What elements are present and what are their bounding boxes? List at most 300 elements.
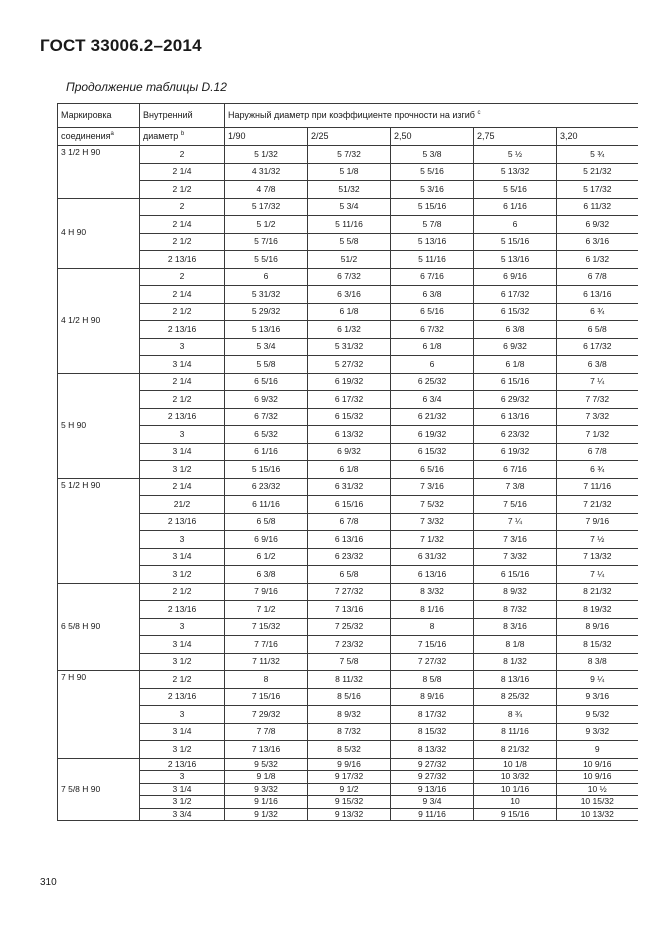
inner-diameter-cell: 2 13/16 [140,251,225,269]
outer-diameter-cell: 9 27/32 [391,771,474,784]
outer-diameter-cell: 5 15/16 [391,198,474,216]
outer-diameter-cell: 6 9/32 [308,443,391,461]
outer-diameter-cell: 5 11/16 [391,251,474,269]
outer-diameter-cell: 6 3/4 [391,391,474,409]
table-row [58,548,638,566]
outer-diameter-cell: 8 21/32 [557,583,638,601]
joint-marking-cell: 7 5/8 H 90 [58,758,140,821]
outer-diameter-cell: 6 3/8 [225,566,308,584]
outer-diameter-cell: 7 5/32 [391,496,474,514]
inner-diameter-cell: 2 1/4 [140,286,225,304]
outer-diameter-cell: 6 ¾ [557,303,638,321]
outer-diameter-cell: 6 31/32 [308,478,391,496]
table-row [58,723,638,741]
outer-diameter-cell: 5 21/32 [557,163,638,181]
table-row [58,796,638,809]
outer-diameter-cell: 6 23/32 [474,426,557,444]
outer-diameter-cell: 9 [557,741,638,759]
outer-diameter-cell: 9 1/32 [225,808,308,821]
joint-marking-cell: 6 5/8 H 90 [58,583,140,671]
outer-diameter-cell: 7 13/16 [308,601,391,619]
inner-diameter-cell: 3 1/4 [140,443,225,461]
table-row [58,286,638,304]
outer-diameter-cell: 9 5/32 [225,758,308,771]
outer-diameter-cell: 6 25/32 [391,373,474,391]
outer-diameter-cell: 6 15/16 [474,566,557,584]
outer-diameter-cell: 9 3/4 [391,796,474,809]
inner-diameter-cell: 2 13/16 [140,688,225,706]
outer-diameter-cell: 6 7/8 [557,443,638,461]
outer-diameter-cell: 6 31/32 [391,548,474,566]
table-row [58,181,638,199]
outer-diameter-cell: 8 7/32 [308,723,391,741]
joint-marking-cell: 4 1/2 H 90 [58,268,140,373]
inner-diameter-cell: 3 [140,771,225,784]
outer-diameter-cell: 6 23/32 [225,478,308,496]
header-joint-marking-note: а [110,131,114,138]
outer-diameter-cell: 8 11/32 [308,671,391,689]
inner-diameter-cell: 2 1/4 [140,163,225,181]
outer-diameter-cell: 7 ¼ [557,566,638,584]
joint-marking-cell: 5 1/2 H 90 [58,478,140,583]
outer-diameter-cell: 6 21/32 [391,408,474,426]
outer-diameter-cell: 6 11/32 [557,198,638,216]
table-row [58,268,638,286]
outer-diameter-cell: 6 [391,356,474,374]
outer-diameter-cell: 6 17/32 [557,338,638,356]
outer-diameter-cell: 6 15/16 [474,373,557,391]
outer-diameter-cell: 9 9/16 [308,758,391,771]
outer-diameter-cell: 6 5/8 [225,513,308,531]
inner-diameter-cell: 2 1/4 [140,373,225,391]
table-row [58,216,638,234]
table-caption: Продолжение таблицы D.12 [66,80,227,94]
table-row [58,758,638,771]
outer-diameter-cell: 5 1/8 [308,163,391,181]
outer-diameter-cell: 6 7/8 [308,513,391,531]
table-row [58,771,638,784]
outer-diameter-cell: 9 11/16 [391,808,474,821]
inner-diameter-cell: 3 1/2 [140,741,225,759]
outer-diameter-cell: 7 5/16 [474,496,557,514]
inner-diameter-cell: 2 1/2 [140,303,225,321]
outer-diameter-cell: 6 13/16 [474,408,557,426]
outer-diameter-cell: 7 1/32 [557,426,638,444]
outer-diameter-cell: 6 13/16 [391,566,474,584]
header-joint-marking-text: соединения [61,131,111,142]
outer-diameter-cell: 8 9/16 [557,618,638,636]
outer-diameter-cell: 7 3/32 [391,513,474,531]
outer-diameter-cell: 7 ½ [557,531,638,549]
outer-diameter-cell: 6 9/16 [225,531,308,549]
inner-diameter-cell: 2 1/2 [140,233,225,251]
outer-diameter-cell: 6 9/32 [474,338,557,356]
outer-diameter-cell: 8 25/32 [474,688,557,706]
inner-diameter-cell: 21/2 [140,496,225,514]
header-coef-2: 2/25 [308,128,391,146]
outer-diameter-cell: 6 9/32 [225,391,308,409]
outer-diameter-cell: 6 1/8 [308,461,391,479]
outer-diameter-cell: 7 27/32 [308,583,391,601]
outer-diameter-cell: 6 7/32 [391,321,474,339]
outer-diameter-cell: 7 7/16 [225,636,308,654]
inner-diameter-cell: 2 1/2 [140,391,225,409]
table-row [58,321,638,339]
header-joint-marking-line1: Маркировка [58,104,140,128]
outer-diameter-cell: 6 19/32 [474,443,557,461]
outer-diameter-cell: 7 11/16 [557,478,638,496]
outer-diameter-cell: 7 3/16 [391,478,474,496]
outer-diameter-cell: 5 15/16 [225,461,308,479]
outer-diameter-cell: 6 9/32 [557,216,638,234]
inner-diameter-cell: 2 13/16 [140,601,225,619]
outer-diameter-cell: 7 3/8 [474,478,557,496]
document-title: ГОСТ 33006.2–2014 [40,36,202,55]
inner-diameter-cell: 3 1/4 [140,723,225,741]
outer-diameter-cell: 9 13/32 [308,808,391,821]
inner-diameter-cell: 3 3/4 [140,808,225,821]
outer-diameter-cell: 6 15/32 [308,408,391,426]
table-row [58,566,638,584]
table-row [58,408,638,426]
outer-diameter-cell: 6 7/32 [225,408,308,426]
outer-diameter-cell: 6 3/8 [391,286,474,304]
outer-diameter-cell: 5 1/2 [225,216,308,234]
outer-diameter-cell: 8 11/16 [474,723,557,741]
outer-diameter-cell: 8 15/32 [391,723,474,741]
outer-diameter-cell: 6 23/32 [308,548,391,566]
outer-diameter-cell: 7 3/32 [474,548,557,566]
inner-diameter-cell: 2 [140,146,225,164]
outer-diameter-cell: 6 19/32 [308,373,391,391]
outer-diameter-cell: 10 ½ [557,783,638,796]
table-row [58,478,638,496]
outer-diameter-cell: 6 15/16 [308,496,391,514]
inner-diameter-cell: 2 13/16 [140,321,225,339]
outer-diameter-cell: 6 9/16 [474,268,557,286]
header-inner-diameter-note: b [180,131,185,138]
outer-diameter-cell: 7 15/16 [225,688,308,706]
header-outer-diameter-note: c [477,110,481,117]
table-row [58,601,638,619]
inner-diameter-cell: 3 [140,618,225,636]
outer-diameter-cell: 5 7/8 [391,216,474,234]
table-row [58,618,638,636]
joint-marking-cell: 4 H 90 [58,198,140,268]
outer-diameter-cell: 6 13/16 [308,531,391,549]
header-coef-1: 1/90 [225,128,308,146]
outer-diameter-cell: 8 5/32 [308,741,391,759]
inner-diameter-cell: 3 [140,706,225,724]
inner-diameter-cell: 3 1/2 [140,566,225,584]
outer-diameter-cell: 8 [391,618,474,636]
header-coef-4: 2,75 [474,128,557,146]
table-row [58,338,638,356]
outer-diameter-cell: 6 13/32 [308,426,391,444]
outer-diameter-cell: 6 15/32 [391,443,474,461]
inner-diameter-cell: 3 [140,338,225,356]
outer-diameter-cell: 5 5/16 [391,163,474,181]
outer-diameter-cell: 9 1/16 [225,796,308,809]
outer-diameter-cell: 6 5/8 [557,321,638,339]
outer-diameter-cell: 7 15/32 [225,618,308,636]
inner-diameter-cell: 3 1/4 [140,548,225,566]
outer-diameter-cell: 4 7/8 [225,181,308,199]
outer-diameter-cell: 6 3/16 [308,286,391,304]
outer-diameter-cell: 6 17/32 [474,286,557,304]
table-row [58,356,638,374]
outer-diameter-cell: 8 ¾ [474,706,557,724]
joint-marking-cell: 7 H 90 [58,671,140,759]
header-inner-diameter-line1: Внутренний [140,104,225,128]
outer-diameter-cell: 5 13/16 [225,321,308,339]
outer-diameter-cell: 8 1/8 [474,636,557,654]
outer-diameter-cell: 6 7/16 [391,268,474,286]
outer-diameter-cell: 6 [474,216,557,234]
outer-diameter-cell: 8 21/32 [474,741,557,759]
inner-diameter-cell: 3 [140,531,225,549]
table-row [58,251,638,269]
outer-diameter-cell: 5 29/32 [225,303,308,321]
joint-marking-cell: 5 H 90 [58,373,140,478]
inner-diameter-cell: 3 1/2 [140,653,225,671]
table-row [58,741,638,759]
outer-diameter-cell: 6 29/32 [474,391,557,409]
table-row [58,391,638,409]
header-joint-marking-line2 [58,128,140,146]
outer-diameter-cell: 5 27/32 [308,356,391,374]
inner-diameter-cell: 3 1/2 [140,461,225,479]
outer-diameter-cell: 7 7/32 [557,391,638,409]
outer-diameter-cell: 7 15/16 [391,636,474,654]
outer-diameter-cell: 5 7/16 [225,233,308,251]
outer-diameter-cell: 9 3/32 [557,723,638,741]
inner-diameter-cell: 2 1/2 [140,181,225,199]
outer-diameter-cell: 7 11/32 [225,653,308,671]
table-row [58,783,638,796]
outer-diameter-cell: 6 1/16 [225,443,308,461]
outer-diameter-cell: 6 [225,268,308,286]
outer-diameter-cell: 6 ¾ [557,461,638,479]
table-row [58,373,638,391]
outer-diameter-cell: 9 17/32 [308,771,391,784]
outer-diameter-cell: 6 5/16 [391,461,474,479]
table-row [58,688,638,706]
table-row [58,233,638,251]
page-number: 310 [40,877,57,888]
outer-diameter-cell: 10 1/8 [474,758,557,771]
outer-diameter-cell: 6 7/16 [474,461,557,479]
outer-diameter-cell: 8 19/32 [557,601,638,619]
outer-diameter-cell: 7 13/32 [557,548,638,566]
outer-diameter-cell: 9 15/16 [474,808,557,821]
outer-diameter-cell: 5 17/32 [225,198,308,216]
outer-diameter-cell: 6 3/16 [557,233,638,251]
outer-diameter-cell: 10 [474,796,557,809]
outer-diameter-cell: 9 1/2 [308,783,391,796]
outer-diameter-cell: 9 5/32 [557,706,638,724]
outer-diameter-cell: 5 5/16 [474,181,557,199]
specification-table [57,103,638,821]
outer-diameter-cell: 10 13/32 [557,808,638,821]
outer-diameter-cell: 7 1/32 [391,531,474,549]
table-row [58,303,638,321]
header-inner-diameter-text: диаметр [143,131,179,142]
outer-diameter-cell: 7 29/32 [225,706,308,724]
outer-diameter-cell: 6 1/32 [308,321,391,339]
table-row [58,583,638,601]
outer-diameter-cell: 7 23/32 [308,636,391,654]
table-row [58,146,638,164]
outer-diameter-cell: 6 1/16 [474,198,557,216]
header-coef-5: 3,20 [557,128,638,146]
outer-diameter-cell: 6 11/16 [225,496,308,514]
inner-diameter-cell: 3 1/4 [140,636,225,654]
outer-diameter-cell: 5 1/32 [225,146,308,164]
outer-diameter-cell: 5 5/8 [308,233,391,251]
outer-diameter-cell: 5 3/4 [308,198,391,216]
outer-diameter-cell: 10 9/16 [557,771,638,784]
table-row [58,808,638,821]
outer-diameter-cell: 9 27/32 [391,758,474,771]
outer-diameter-cell: 6 7/32 [308,268,391,286]
outer-diameter-cell: 10 9/16 [557,758,638,771]
header-inner-diameter-line2 [140,128,225,146]
header-outer-diameter [225,104,638,128]
outer-diameter-cell: 8 [225,671,308,689]
outer-diameter-cell: 9 1/8 [225,771,308,784]
header-outer-diameter-text: Наружный диаметр при коэффициенте прочности на изгиб [228,110,475,121]
outer-diameter-cell: 6 19/32 [391,426,474,444]
outer-diameter-cell: 7 1/2 [225,601,308,619]
inner-diameter-cell: 2 13/16 [140,408,225,426]
outer-diameter-cell: 6 17/32 [308,391,391,409]
outer-diameter-cell: 6 1/8 [474,356,557,374]
inner-diameter-cell: 2 1/4 [140,216,225,234]
outer-diameter-cell: 6 5/16 [225,373,308,391]
outer-diameter-cell: 6 5/8 [308,566,391,584]
inner-diameter-cell: 3 1/4 [140,356,225,374]
outer-diameter-cell: 8 5/8 [391,671,474,689]
outer-diameter-cell: 6 1/8 [391,338,474,356]
joint-marking-cell: 3 1/2 H 90 [58,146,140,199]
outer-diameter-cell: 7 25/32 [308,618,391,636]
outer-diameter-cell: 5 3/8 [391,146,474,164]
outer-diameter-cell: 51/2 [308,251,391,269]
outer-diameter-cell: 7 13/16 [225,741,308,759]
outer-diameter-cell: 5 11/16 [308,216,391,234]
inner-diameter-cell: 2 [140,198,225,216]
outer-diameter-cell: 8 13/32 [391,741,474,759]
outer-diameter-cell: 6 7/8 [557,268,638,286]
outer-diameter-cell: 6 5/32 [225,426,308,444]
outer-diameter-cell: 7 9/16 [557,513,638,531]
outer-diameter-cell: 7 21/32 [557,496,638,514]
outer-diameter-cell: 8 5/16 [308,688,391,706]
outer-diameter-cell: 6 1/2 [225,548,308,566]
outer-diameter-cell: 9 3/16 [557,688,638,706]
outer-diameter-cell: 6 1/8 [308,303,391,321]
outer-diameter-cell: 9 3/32 [225,783,308,796]
outer-diameter-cell: 10 1/16 [474,783,557,796]
outer-diameter-cell: 7 ¼ [557,373,638,391]
outer-diameter-cell: 4 31/32 [225,163,308,181]
outer-diameter-cell: 6 13/16 [557,286,638,304]
inner-diameter-cell: 2 13/16 [140,758,225,771]
outer-diameter-cell: 7 3/16 [474,531,557,549]
table-row [58,671,638,689]
header-coef-3: 2,50 [391,128,474,146]
table-row [58,653,638,671]
outer-diameter-cell: 5 5/16 [225,251,308,269]
outer-diameter-cell: 8 9/32 [474,583,557,601]
outer-diameter-cell: 10 15/32 [557,796,638,809]
outer-diameter-cell: 8 3/8 [557,653,638,671]
outer-diameter-cell: 9 15/32 [308,796,391,809]
outer-diameter-cell: 7 7/8 [225,723,308,741]
outer-diameter-cell: 5 3/4 [225,338,308,356]
outer-diameter-cell: 7 ¼ [474,513,557,531]
outer-diameter-cell: 7 27/32 [391,653,474,671]
outer-diameter-cell: 5 13/16 [391,233,474,251]
table-row [58,198,638,216]
table-row [58,636,638,654]
outer-diameter-cell: 5 5/8 [225,356,308,374]
inner-diameter-cell: 2 1/4 [140,478,225,496]
outer-diameter-cell: 6 15/32 [474,303,557,321]
outer-diameter-cell: 9 ¼ [557,671,638,689]
outer-diameter-cell: 6 3/8 [557,356,638,374]
outer-diameter-cell: 8 7/32 [474,601,557,619]
outer-diameter-cell: 51/32 [308,181,391,199]
table-row [58,496,638,514]
outer-diameter-cell: 7 5/8 [308,653,391,671]
outer-diameter-cell: 8 15/32 [557,636,638,654]
table-row [58,426,638,444]
inner-diameter-cell: 3 [140,426,225,444]
outer-diameter-cell: 9 13/16 [391,783,474,796]
inner-diameter-cell: 2 13/16 [140,513,225,531]
outer-diameter-cell: 5 15/16 [474,233,557,251]
inner-diameter-cell: 3 1/4 [140,783,225,796]
outer-diameter-cell: 5 3/16 [391,181,474,199]
outer-diameter-cell: 5 31/32 [308,338,391,356]
outer-diameter-cell: 7 9/16 [225,583,308,601]
outer-diameter-cell: 6 5/16 [391,303,474,321]
table-row [58,163,638,181]
outer-diameter-cell: 10 3/32 [474,771,557,784]
outer-diameter-cell: 8 3/16 [474,618,557,636]
inner-diameter-cell: 2 1/2 [140,671,225,689]
outer-diameter-cell: 7 3/32 [557,408,638,426]
outer-diameter-cell: 8 13/16 [474,671,557,689]
outer-diameter-cell: 8 1/16 [391,601,474,619]
table-row [58,706,638,724]
outer-diameter-cell: 5 13/32 [474,163,557,181]
outer-diameter-cell: 5 13/16 [474,251,557,269]
outer-diameter-cell: 8 9/16 [391,688,474,706]
table-row [58,443,638,461]
outer-diameter-cell: 8 1/32 [474,653,557,671]
inner-diameter-cell: 2 [140,268,225,286]
outer-diameter-cell: 5 17/32 [557,181,638,199]
outer-diameter-cell: 5 31/32 [225,286,308,304]
outer-diameter-cell: 5 ¾ [557,146,638,164]
outer-diameter-cell: 6 1/32 [557,251,638,269]
table-row [58,461,638,479]
outer-diameter-cell: 6 3/8 [474,321,557,339]
outer-diameter-cell: 8 3/32 [391,583,474,601]
